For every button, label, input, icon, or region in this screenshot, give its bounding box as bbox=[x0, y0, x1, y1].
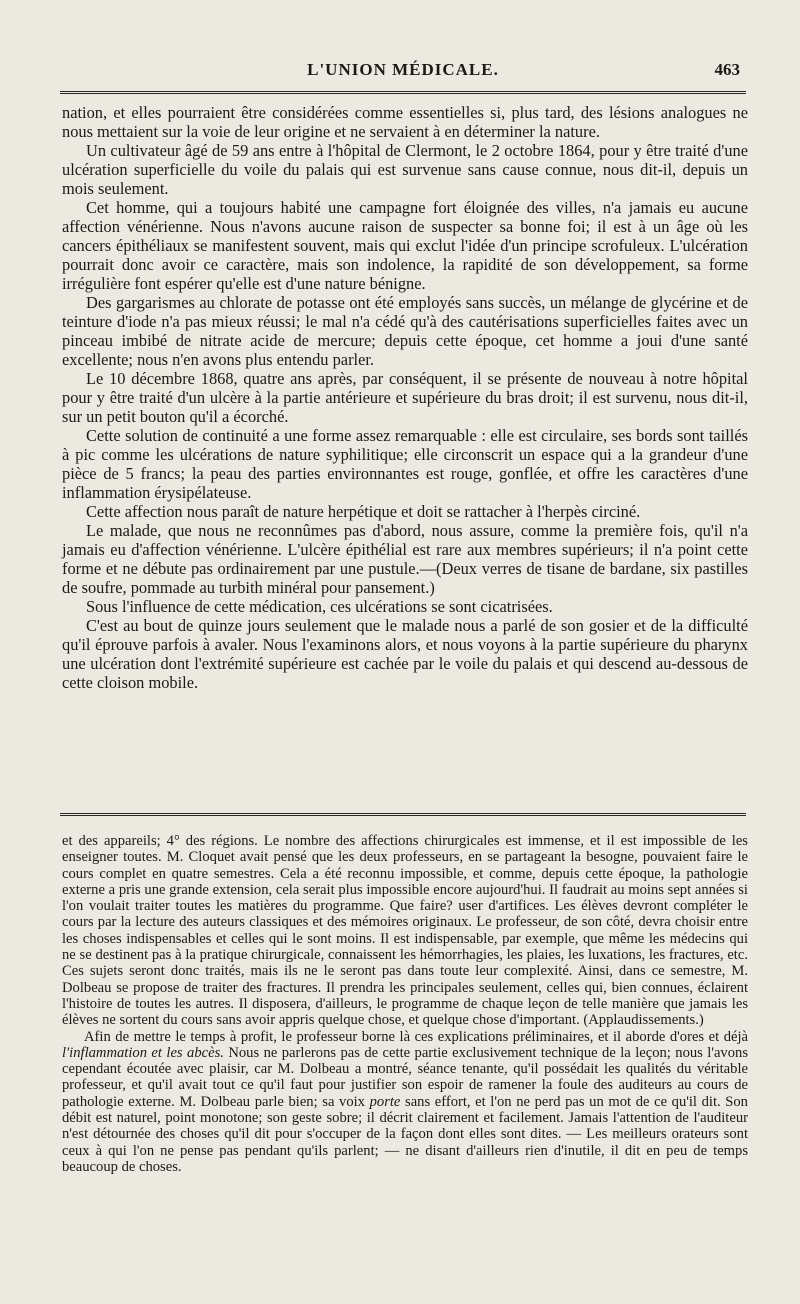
paragraph: Sous l'influence de cette médication, ces ulcérations se sont cicatrisées. bbox=[86, 597, 553, 616]
page-number: 463 bbox=[714, 60, 740, 79]
paragraph: Un cultivateur âgé de 59 ans entre à l'hôpital de Clermont, le 2 octobre 1864, pour y être traité d'une ulcération superficielle du voile du palais qui est survenue sans cause connue, nous dit-il, depuis un mois seulement. bbox=[62, 141, 748, 198]
main-article bbox=[62, 103, 748, 692]
text-run: Afin de mettre le temps à profit, le professeur borne là ces explications préliminaires, et il aborde d'ores et déjà bbox=[84, 1028, 748, 1045]
paragraph: Cet homme, qui a toujours habité une campagne fort éloignée des villes, n'a jamais eu aucune affection vénérienne. Nous n'avons aucune raison de suspecter sa bonne foi; il est à un âge où les cancers épithéliaux se manifestent souvent, mais qui exclut l'idée d'un principe scrofuleux. L'ulcération pourrait donc avoir ce caractère, mais son indolence, la rapidité de son développement, sa forme irrégulière font espérer qu'elle est d'une nature bénigne. bbox=[62, 198, 748, 293]
feuilleton-paragraph bbox=[62, 1029, 748, 1176]
running-header bbox=[60, 58, 746, 88]
italic-run: porte bbox=[369, 1093, 401, 1110]
text-run: sans effort, et l'on ne perd pas un mot de ce qu'il dit. Son débit est naturel, point monotone; son geste sobre; il décrit clairement et facilement. Jamais l'attention de l'auditeur n'est détournée des choses qu'il dit pour s'occuper de la façon dont elles sont dites. — Les meilleurs orateurs sont ceux à qui l'on ne pense pas pendant qu'ils parlent; — ne disant d'ailleurs rien d'inutile, il dit en peu de temps beaucoup de choses. bbox=[62, 1093, 748, 1175]
section-rule bbox=[60, 813, 746, 816]
paragraph: Cette solution de continuité a une forme assez remarquable : elle est circulaire, ses bords sont taillés à pic comme les ulcérations de nature syphilitique; elle circonscrit un espace qui a la grandeur d'une pièce de 5 francs; la peau des parties environnantes est rouge, gonflée, et offre les caractères d'une inflammation érysipélateuse. bbox=[62, 426, 748, 502]
journal-title: L'UNION MÉDICALE. bbox=[307, 60, 499, 79]
paragraph: C'est au bout de quinze jours seulement que le malade nous a parlé de son gosier et de la difficulté qu'il éprouve parfois à avaler. Nous l'examinons alors, et nous voyons à la partie supérieure du pharynx une ulcération dont l'extrémité supérieure est cachée par le voile du palais et qui descend au-dessous de cette cloison mobile. bbox=[62, 616, 748, 692]
paragraph: Le 10 décembre 1868, quatre ans après, par conséquent, il se présente de nouveau à notre hôpital pour y être traité d'un ulcère à la partie antérieure et supérieure du bras droit; il est survenu, nous dit-il, sur un petit bouton qu'il a écorché. bbox=[62, 369, 748, 426]
paragraph: Cette affection nous paraît de nature herpétique et doit se rattacher à l'herpès circiné. bbox=[86, 502, 641, 521]
italic-run: l'inflammation et les abcès. bbox=[62, 1044, 224, 1061]
feuilleton-paragraph: et des appareils; 4° des régions. Le nombre des affections chirurgicales est immense, et il est impossible de les enseigner toutes. M. Cloquet avait pensé que les deux professeurs, en se partageant la besogne, pouvaient faire le cours complet en quatre semestres. Cela a été reconnu impossible, et comme, depuis cette époque, la pathologie externe a pris une grande extension, cela serait plus impossible encore aujourd'hui. Il faudrait au moins sept années si l'on voulait traiter toutes les matières du programme. Que faire? user d'artifices. Les élèves devront compléter le cours par la lecture des auteurs classiques et des mémoires originaux. Le professeur, de son côté, devra choisir entre les choses indispensables et celles qui le sont moins. Il est indispensable, par exemple, que même les médecins qui ne se destinent pas à la pratique chirurgicale, connaissent les hémorrhagies, les plaies, les luxations, les fractures, etc. Ces sujets seront donc traités, mais ils ne le seront pas dans toute leur complexité. Ainsi, dans ce semestre, M. Dolbeau se propose de traiter des fractures. Il prendra les principales seulement, celles qui, bien connues, éclairent l'histoire de toutes les autres. Il disposera, d'ailleurs, le programme de chaque leçon de telle manière que jamais les élèves ne sortent du cours sans avoir appris quelque chose, et quelque chose d'important. (Applaudissements.) bbox=[62, 833, 748, 1029]
header-rule bbox=[60, 91, 746, 94]
text-run: Nous ne parlerons pas de cette partie exclusivement technique de la leçon; nous l'avons cependant écoutée avec plaisir, car M. Dolbeau a montré, séance tenante, qu'il possédait les qualités du véritable professeur, et qu'il avait tout ce qu'il faut pour justifier son espoir de ramener la foule des auditeurs au cours de pathologie externe. M. Dolbeau parle bien; sa voix bbox=[62, 1044, 748, 1110]
paragraph: nation, et elles pourraient être considérées comme essentielles si, plus tard, des lésions analogues ne nous mettaient sur la voie de leur origine et ne servaient à en déterminer la nature. bbox=[62, 103, 748, 141]
feuilleton-section bbox=[62, 833, 748, 1175]
paragraph: Des gargarismes au chlorate de potasse ont été employés sans succès, un mélange de glycérine et de teinture d'iode n'a pas mieux réussi; le mal n'a cédé qu'à des cautérisations superficielles faites avec un pinceau imbibé de nitrate acide de mercure; depuis cette époque, cet homme a joui d'une santé excellente; nous n'en avons plus entendu parler. bbox=[62, 293, 748, 369]
paragraph: Le malade, que nous ne reconnûmes pas d'abord, nous assure, comme la première fois, qu'il n'a jamais eu d'affection vénérienne. L'ulcère épithélial est rare aux membres supérieurs; il n'a point cette forme et ne débute pas ordinairement par une pustule.—(Deux verres de tisane de bardane, six pastilles de soufre, pommade au turbith minéral pour pansement.) bbox=[62, 521, 748, 597]
